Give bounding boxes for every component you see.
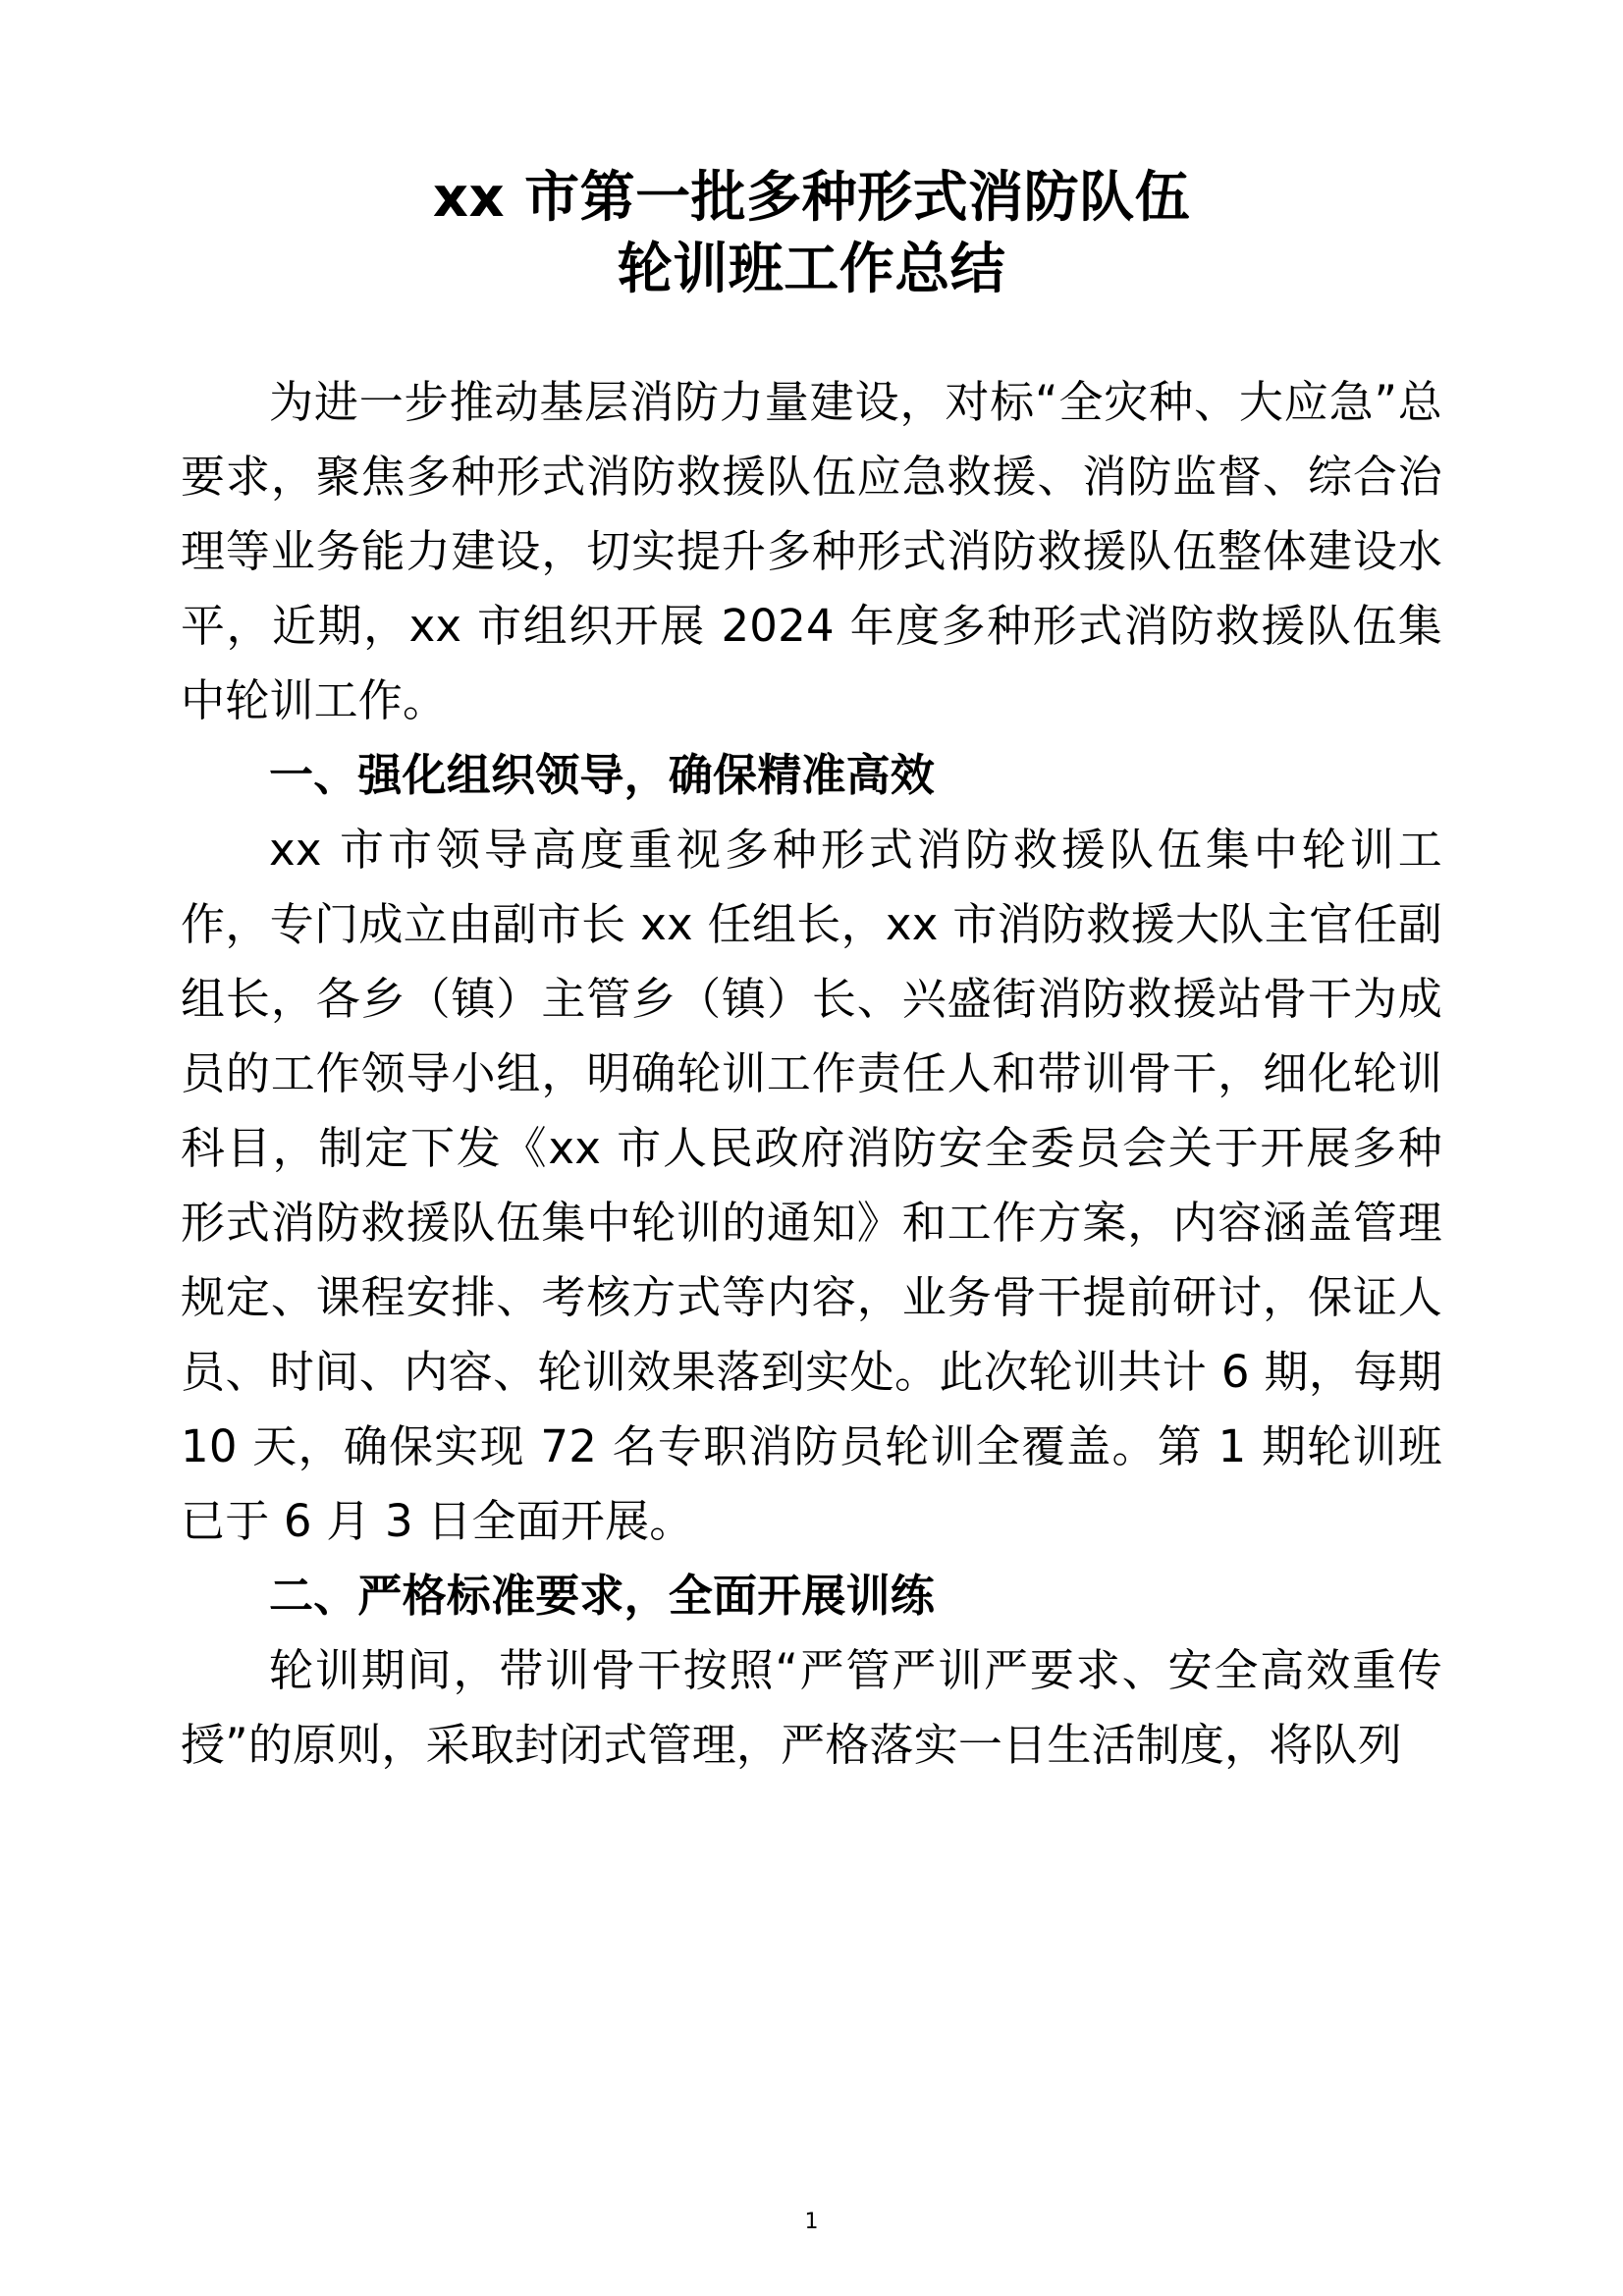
- section-heading-one: 一、强化组织领导，确保精准高效: [269, 748, 936, 801]
- title-line-1: xx 市第一批多种形式消防队伍: [432, 166, 1191, 230]
- page-title: [181, 0, 1442, 306]
- title-line-2: 轮训班工作总结: [617, 237, 1006, 301]
- intro-paragraph: 为进一步推动基层消防力量建设，对标“全灾种、大应急”总要求，聚焦多种形式消防救援队伍应急救援、消防监督、综合治理等业务能力建设，切实提升多种形式消防救援队伍整体建设水平，近期，xx 市组织开展 2024 年度多种形式消防救援队伍集中轮训工作。: [181, 375, 1442, 726]
- document-content: [181, 0, 1442, 1783]
- page-number: 1: [804, 2210, 819, 2234]
- section-one-paragraph: xx 市市领导高度重视多种形式消防救援队伍集中轮训工作，专门成立由副市长 xx 任组长，xx 市消防救援大队主官任副组长，各乡（镇）主管乡（镇）长、兴盛街消防救援站骨干为成员的工作领导小组，明确轮训工作责任人和带训骨干，细化轮训科目，制定下发《xx 市人民政府消防安全委员会关于开展多种形式消防救援队伍集中轮训的通知》和工作方案，内容涵盖管理规定、课程安排、考核方式等内容，业务骨干提前研讨，保证人员、时间、内容、轮训效果落到实处。此次轮训共计 6 期，每期 10 天，确保实现 72 名专职消防员轮训全覆盖。第 1 期轮训班已于 6 月 3 日全面开展。: [181, 823, 1442, 1547]
- section-two-paragraph: 轮训期间，带训骨干按照“严管严训严要求、安全高效重传授”的原则，采取封闭式管理，严格落实一日生活制度，将队列: [181, 1643, 1442, 1771]
- section-heading-two: 二、严格标准要求，全面开展训练: [269, 1569, 936, 1622]
